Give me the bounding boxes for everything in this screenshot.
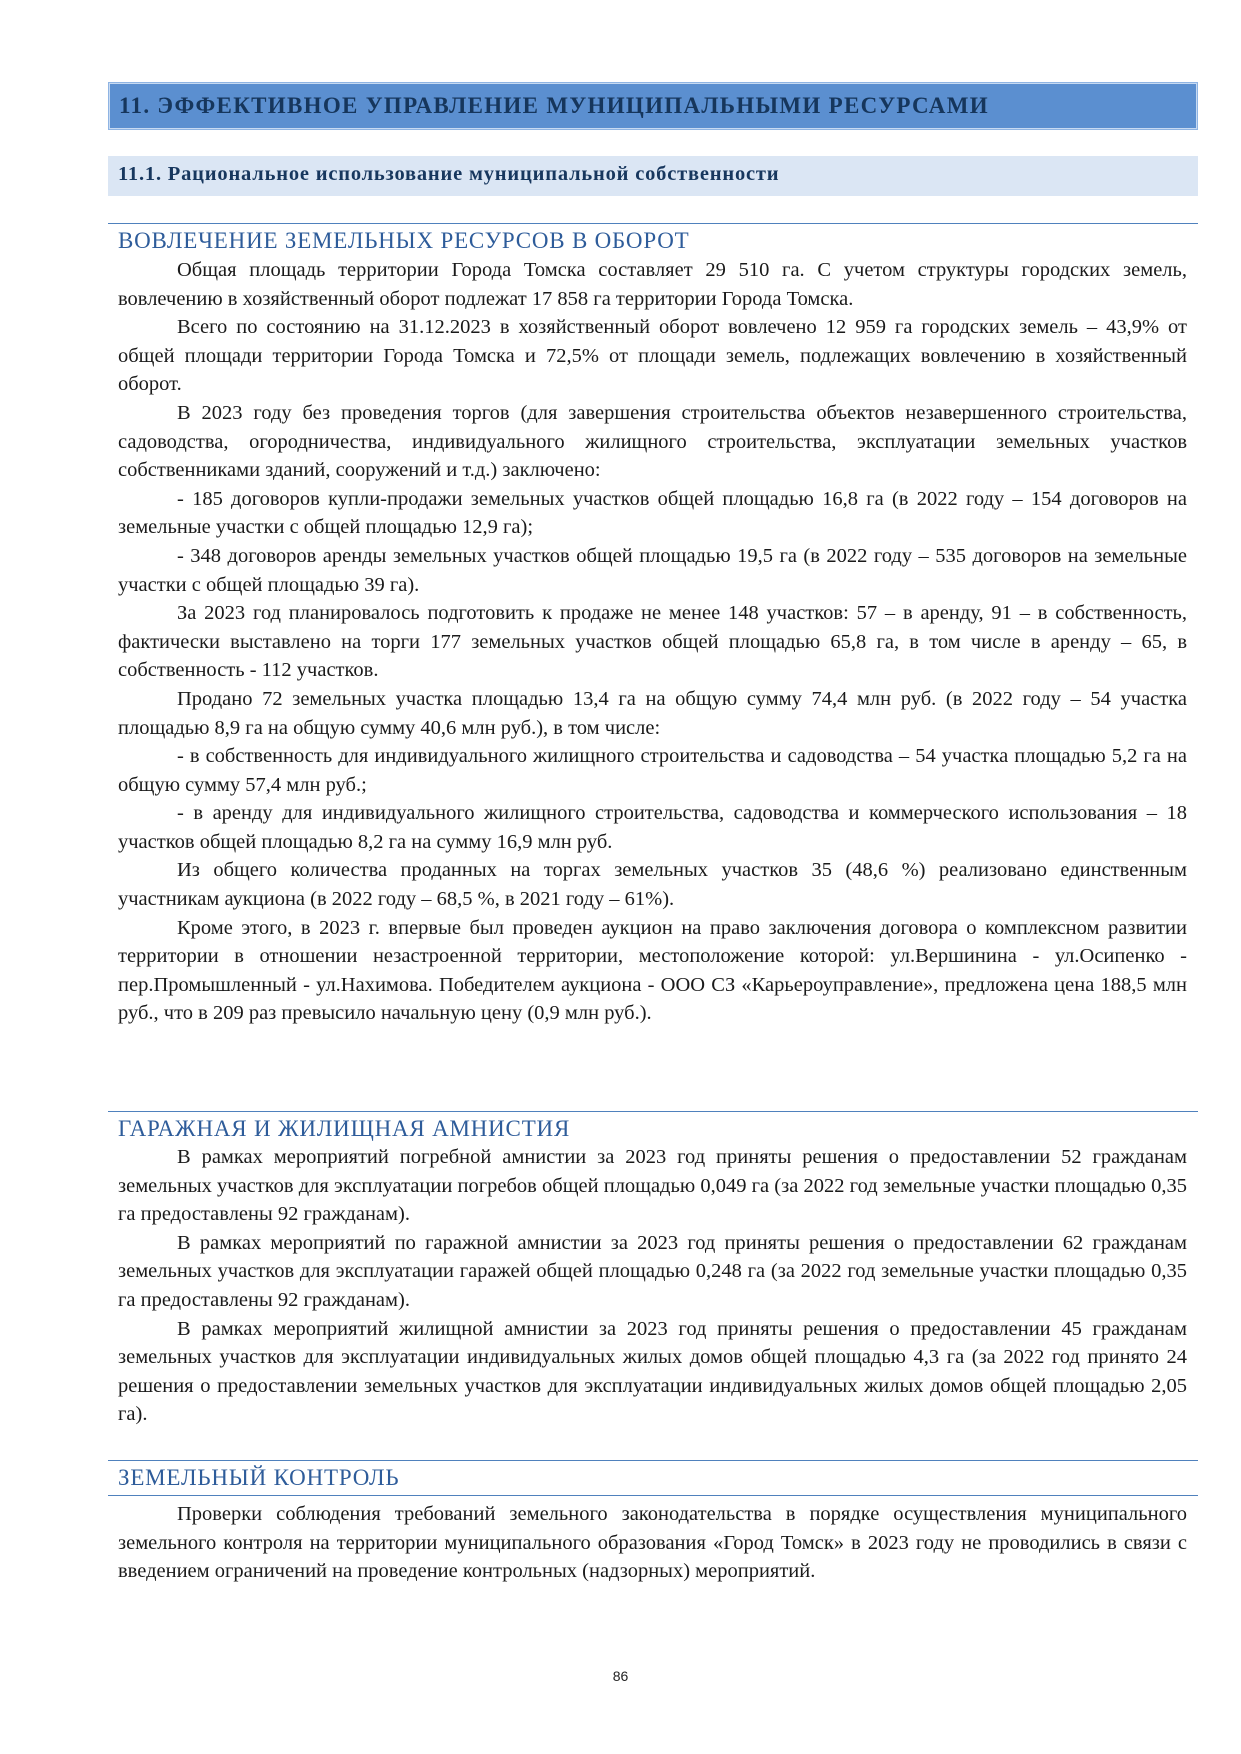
section-body-control <box>118 1500 1187 1586</box>
section-body-amnesty <box>118 1143 1187 1429</box>
paragraph: За 2023 год планировалось подготовить к продаже не менее 148 участков: 57 – в аренду, 91 – в собственность, фактически выставлено на торги 177 земельных участков общей площадью 65,8 га, в том числе в аренду – 65, в собственность - 112 участков. <box>118 602 1187 682</box>
section-title-land: ВОВЛЕЧЕНИЕ ЗЕМЕЛЬНЫХ РЕСУРСОВ В ОБОРОТ <box>118 228 690 253</box>
paragraph: В рамках мероприятий жилищной амнистии за 2023 год приняты решения о предоставлении 45 гражданам земельных участков для эксплуатации индивидуальных жилых домов общей площадью 4,3 га (за 2022 год принято 24 решения о предоставлении земельных участков для эксплуатации индивидуальных жилых домов общей площадью 2,05 га). <box>118 1317 1187 1426</box>
section-body-land <box>118 256 1187 1028</box>
list-item: - в аренду для индивидуального жилищного строительства, садоводства и коммерческого использования – 18 участков общей площадью 8,2 га на сумму 16,9 млн руб. <box>118 802 1187 853</box>
list-item: - в собственность для индивидуального жилищного строительства и садоводства – 54 участка площадью 5,2 га на общую сумму 57,4 млн руб.; <box>118 745 1187 796</box>
paragraph: Продано 72 земельных участка площадью 13,4 га на общую сумму 74,4 млн руб. (в 2022 году – 54 участка площадью 8,9 га на общую сумму 40,6 млн руб.), в том числе: <box>118 687 1187 739</box>
chapter-banner <box>108 82 1198 130</box>
page-number: 86 <box>612 1668 629 1684</box>
list-item: - 348 договоров аренды земельных участков общей площадью 19,5 га (в 2022 году – 535 договоров на земельные участки с общей площадью 39 га). <box>118 544 1187 596</box>
section-divider <box>108 1460 1198 1461</box>
paragraph: Кроме этого, в 2023 г. впервые был проведен аукцион на право заключения договора о комплексном развитии территории в отношении незастроенной территории, местоположение которой: ул.Вершинина - ул.Осипенко - пер.Промышленный - ул.Нахимова. Победителем аукциона - ООО СЗ «Карьероуправление», предложена цена 188,5 млн руб., что в 209 раз превысило начальную цену (0,9 млн руб.). <box>118 916 1187 1025</box>
paragraph: В 2023 году без проведения торгов (для завершения строительства объектов незавершенного строительства, садоводства, огородничества, индивидуального жилищного строительства, эксплуатации земельных участков собственниками зданий, сооружений и т.д.) заключено: <box>118 401 1187 482</box>
section-divider <box>108 1111 1198 1112</box>
section-title-amnesty: ГАРАЖНАЯ И ЖИЛИЩНАЯ АМНИСТИЯ <box>118 1116 571 1141</box>
paragraph: В рамках мероприятий по гаражной амнистии за 2023 год приняты решения о предоставлении 62 гражданам земельных участков для эксплуатации гаражей общей площадью 0,248 га (за 2022 год земельные участки площадью 0,35 га предоставлены 92 гражданам). <box>118 1231 1187 1311</box>
paragraph: Из общего количества проданных на торгах земельных участков 35 (48,6 %) реализовано единственным участникам аукциона (в 2022 году – 68,5 %, в 2021 году – 61%). <box>118 859 1187 911</box>
paragraph: Проверки соблюдения требований земельного законодательства в порядке осуществления муниципального земельного контроля на территории муниципального образования «Город Томск» в 2023 году не проводились в связи с введением ограничений на проведение контрольных (надзорных) мероприятий. <box>118 1503 1187 1583</box>
subchapter-banner <box>108 156 1198 196</box>
paragraph: Всего по состоянию на 31.12.2023 в хозяйственный оборот вовлечено 12 959 га городских земель – 43,9% от общей площади территории Города Томска и 72,5% от площади земель, подлежащих вовлечению в хозяйственный оборот. <box>118 316 1187 396</box>
paragraph: Общая площадь территории Города Томска составляет 29 510 га. С учетом структуры городских земель, вовлечению в хозяйственный оборот подлежат 17 858 га территории Города Томска. <box>118 259 1187 310</box>
list-item: - 185 договоров купли-продажи земельных участков общей площадью 16,8 га (в 2022 году – 154 договоров на земельные участки с общей площадью 12,9 га); <box>118 487 1187 539</box>
chapter-title: 11. ЭФФЕКТИВНОЕ УПРАВЛЕНИЕ МУНИЦИПАЛЬНЫМИ РЕСУРСАМИ <box>119 93 989 118</box>
section-divider <box>108 1495 1198 1496</box>
section-title-control: ЗЕМЕЛЬНЫЙ КОНТРОЛЬ <box>118 1465 400 1490</box>
subchapter-title: 11.1. Рациональное использование муниципальной собственности <box>118 163 780 185</box>
section-divider <box>108 223 1198 224</box>
paragraph: В рамках мероприятий погребной амнистии за 2023 год приняты решения о предоставлении 52 гражданам земельных участков для эксплуатации погребов общей площадью 0,049 га (за 2022 год земельные участки площадью 0,35 га предоставлены 92 гражданам). <box>118 1146 1187 1226</box>
